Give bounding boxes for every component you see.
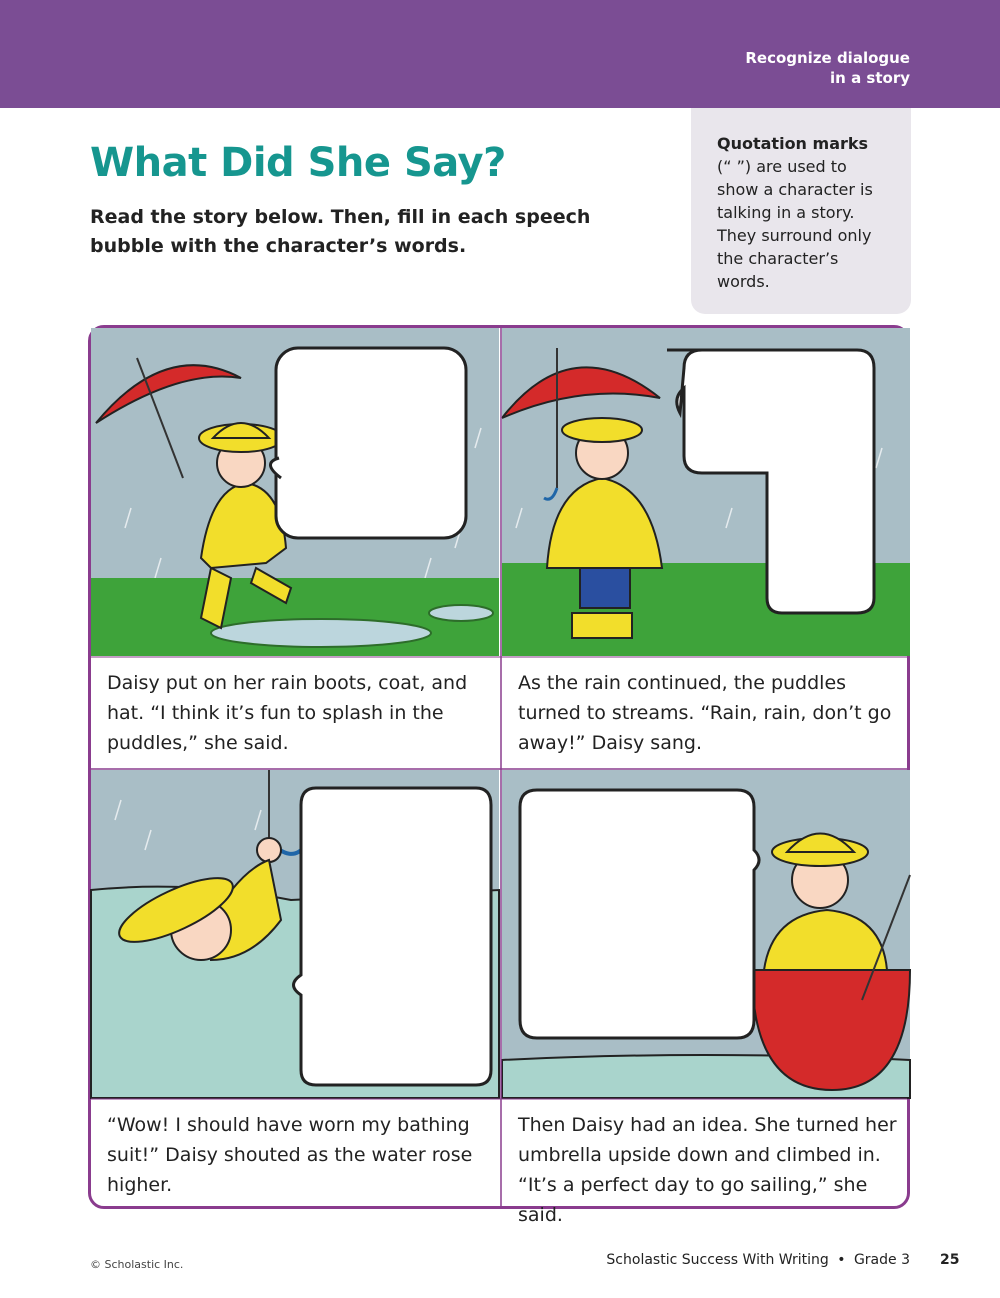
panel-3-caption: “Wow! I should have worn my bathing suit!” Daisy shouted as the water rose higher. bbox=[107, 1114, 473, 1196]
book-info bbox=[606, 1252, 910, 1268]
panel-4-illustration bbox=[502, 770, 910, 1098]
panel-3-illustration bbox=[91, 770, 499, 1098]
copyright: © Scholastic Inc. bbox=[90, 1258, 184, 1271]
grade-label: Grade 3 bbox=[853, 1252, 910, 1268]
panel-1-illustration bbox=[91, 328, 499, 656]
instructions: Read the story below. Then, fill in each speech bubble with the character’s words. bbox=[90, 206, 591, 257]
panel-2-caption: As the rain continued, the puddles turned to streams. “Rain, rain, don’t go away!” Daisy sang. bbox=[518, 672, 892, 754]
skill-line-2: in a story bbox=[830, 69, 910, 87]
panel-4-caption: Then Daisy had an idea. She turned her umbrella upside down and climbed in. “It’s a perfect day to go sailing,” she said. bbox=[518, 1114, 897, 1226]
book-separator: • bbox=[837, 1252, 846, 1268]
panel-2-illustration bbox=[502, 328, 910, 656]
tip-bold: Quotation marks bbox=[717, 134, 869, 153]
panel-4 bbox=[502, 770, 911, 1226]
grid-divider-horizontal bbox=[91, 768, 907, 770]
panel-1 bbox=[91, 328, 500, 768]
grid-divider-vertical bbox=[500, 328, 502, 1206]
comic-grid bbox=[88, 325, 910, 1226]
panel-3 bbox=[91, 770, 500, 1210]
caption-divider-top bbox=[91, 656, 907, 658]
panel-1-caption: Daisy put on her rain boots, coat, and hat. “I think it’s fun to splash in the puddles,” she said. bbox=[107, 672, 468, 754]
book-title: Scholastic Success With Writing bbox=[606, 1252, 829, 1268]
caption-divider-bottom bbox=[91, 1098, 907, 1100]
skill-line-1: Recognize dialogue bbox=[745, 49, 910, 67]
page-title: What Did She Say? bbox=[90, 140, 506, 186]
skill-label bbox=[745, 48, 910, 88]
panel-2 bbox=[502, 328, 911, 768]
tip-box bbox=[691, 108, 911, 314]
tip-text: (“ ”) are used to show a character is talking in a story. They surround only the character’s words. bbox=[717, 157, 873, 291]
page-number: 25 bbox=[940, 1252, 960, 1268]
